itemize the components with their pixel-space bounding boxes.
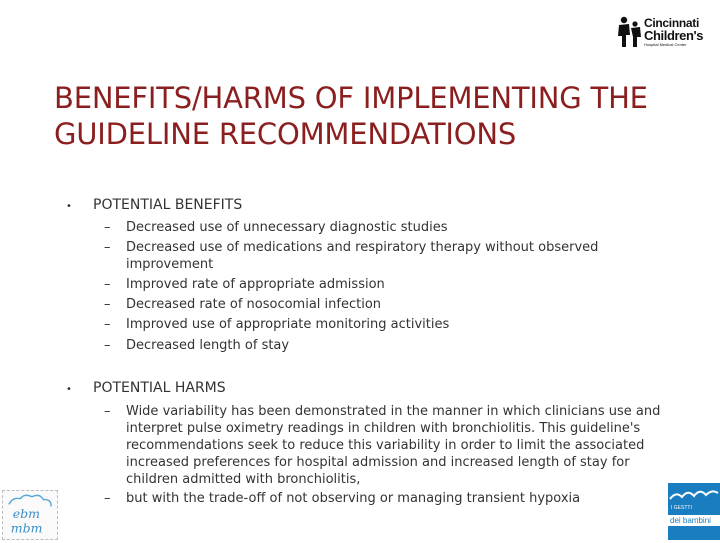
hospital-logo <box>616 14 716 50</box>
list-item: – Improved use of appropriate monitoring activities <box>104 317 450 332</box>
children-figure-icon <box>616 15 642 49</box>
logo-line-1: I GESTTI <box>671 505 692 511</box>
list-item: – but with the trade-off of not observing or managing transient hypoxia <box>104 491 581 506</box>
logo-line-2: dei bambini <box>670 516 711 525</box>
bullet-icon: • <box>66 201 72 212</box>
slide-title: BENEFITS/HARMS OF IMPLEMENTING THE GUIDELINE RECOMMENDATIONS <box>54 81 648 151</box>
logo-line-3: Hospital Medical Center <box>644 42 687 47</box>
list-item: – Decreased length of stay <box>104 338 290 353</box>
ebm-logo-graphic <box>3 491 57 539</box>
list-item: – Decreased use of unnecessary diagnostic studies <box>104 220 448 235</box>
section-heading-harms: POTENTIAL HARMS <box>93 380 226 396</box>
gaslini-logo <box>668 483 720 540</box>
logo-line-2: Children's <box>644 28 704 43</box>
svg-text:mbm: mbm <box>10 520 43 536</box>
list-item: – Decreased use of medications and respiratory therapy without observed improvement <box>104 240 599 272</box>
svg-text:ebm: ebm <box>12 505 40 521</box>
section-heading-benefits: POTENTIAL BENEFITS <box>93 197 243 213</box>
bullet-icon: • <box>66 384 72 395</box>
list-item: – Decreased rate of nosocomial infection <box>104 297 382 312</box>
list-item: – Improved rate of appropriate admission <box>104 277 385 292</box>
logo-line-1: Cincinnati <box>644 16 700 30</box>
list-item: – Wide variability has been demonstrated in the manner in which clinicians use and interpret pulse oximetry readings in children with bronchiolitis. This guideline's recommendations seek to reduce this variability in order to limit the associated increased preferences for hospital admission and increased length of stay for children admitted with bronchiolitis, <box>104 404 661 487</box>
wave-icon <box>668 483 720 505</box>
ebm-logo <box>2 490 58 540</box>
